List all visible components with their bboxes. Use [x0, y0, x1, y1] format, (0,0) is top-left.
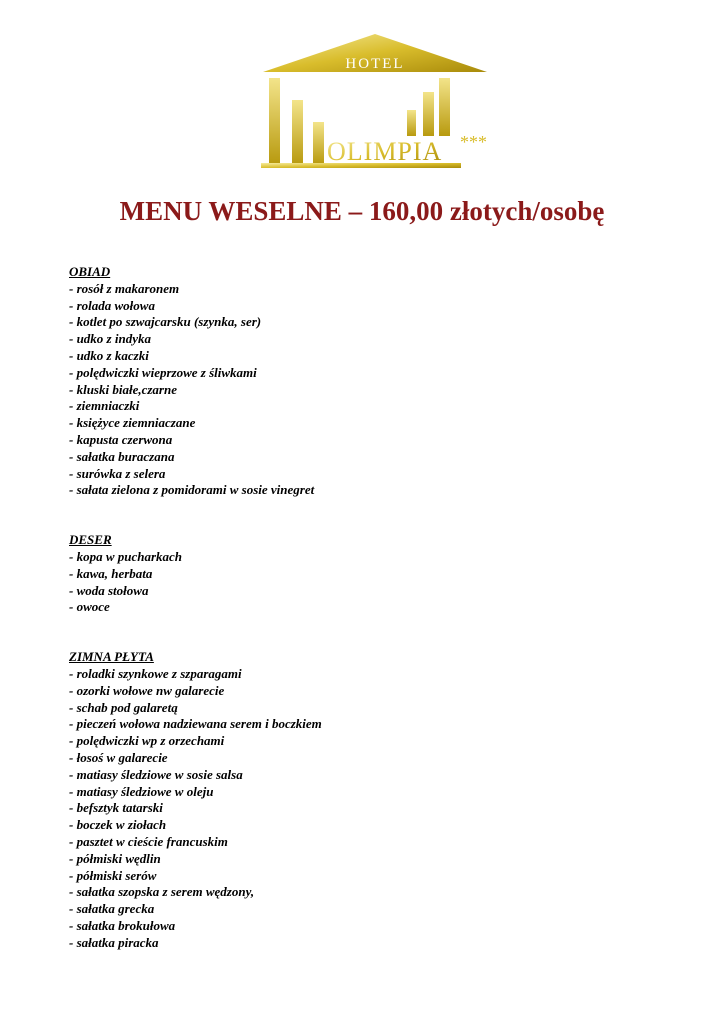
menu-item: - boczek w ziołach — [69, 817, 167, 833]
column-3 — [313, 122, 324, 164]
menu-item: - sałatka piracka — [69, 934, 159, 950]
menu-item: - befsztyk tatarski — [69, 800, 163, 816]
column-2 — [292, 100, 303, 164]
menu-item: - sałata zielona z pomidorami w sosie vinegret — [69, 482, 315, 498]
menu-item: - surówka z selera — [69, 465, 166, 481]
logo-name-text: OLIMPIA — [327, 137, 443, 166]
column-6 — [439, 78, 450, 136]
column-4 — [407, 110, 416, 136]
item-list — [69, 281, 322, 499]
menu-item: - sałatka grecka — [69, 901, 155, 917]
menu-item: - półmiski serów — [69, 867, 157, 883]
menu-item: - pieczeń wołowa nadziewana serem i boczkiem — [69, 716, 322, 732]
menu-item: - sałatka szopska z serem wędzony, — [69, 884, 255, 900]
column-1 — [269, 78, 280, 164]
menu-item: - łosoś w galarecie — [69, 749, 168, 765]
page-title: MENU WESELNE – 160,00 złotych/osobę — [119, 196, 605, 226]
menu-item: - udko z indyka — [69, 331, 151, 347]
menu-item: - rolada wołowa — [69, 297, 155, 313]
menu-item: - matiasy śledziowe w sosie salsa — [69, 766, 243, 782]
logo-stars: *** — [460, 132, 487, 152]
section-heading: OBIAD — [69, 264, 111, 279]
menu-item: - półmiski wędlin — [69, 850, 161, 866]
logo-hotel-text: HOTEL — [345, 56, 405, 72]
menu-item: - pasztet w cieście francuskim — [69, 833, 228, 849]
menu-item: - ozorki wołowe nw galarecie — [69, 682, 225, 698]
menu-item: - kapusta czerwona — [69, 431, 173, 447]
column-5 — [423, 92, 434, 136]
menu-item: - schab pod galaretą — [69, 699, 178, 715]
menu-item: - kotlet po szwajcarsku (szynka, ser) — [69, 314, 262, 330]
menu-item: - woda stołowa — [69, 582, 149, 598]
section-deser — [69, 532, 322, 616]
menu-item: - rosół z makaronem — [69, 280, 180, 296]
menu-item: - roladki szynkowe z szparagami — [69, 665, 242, 681]
item-list — [69, 549, 322, 616]
section-zimna-plyta — [69, 649, 322, 951]
item-list — [69, 666, 322, 952]
menu-item: - sałatka brokułowa — [69, 917, 176, 933]
menu-item: - kawa, herbata — [69, 565, 153, 581]
menu-item: - matiasy śledziowe w oleju — [69, 783, 214, 799]
menu-item: - owoce — [69, 599, 110, 615]
section-heading: DESER — [69, 532, 112, 548]
hotel-logo — [255, 32, 495, 172]
hotel-olimpia-logo-graphic — [255, 32, 495, 172]
menu-item: - ziemniaczki — [69, 398, 140, 414]
menu-item: - polędwiczki wp z orzechami — [69, 733, 225, 749]
menu-item: - udko z kaczki — [69, 347, 149, 363]
menu-item: - księżyce ziemniaczane — [69, 415, 196, 431]
menu-sections — [69, 264, 322, 951]
menu-item: - kopa w pucharkach — [69, 548, 183, 564]
menu-item: - polędwiczki wieprzowe z śliwkami — [69, 364, 257, 380]
menu-item: - sałatka buraczana — [69, 448, 175, 464]
section-obiad — [69, 264, 322, 499]
menu-item: - kluski białe,czarne — [69, 381, 177, 397]
section-heading: ZIMNA PŁYTA — [69, 649, 154, 665]
